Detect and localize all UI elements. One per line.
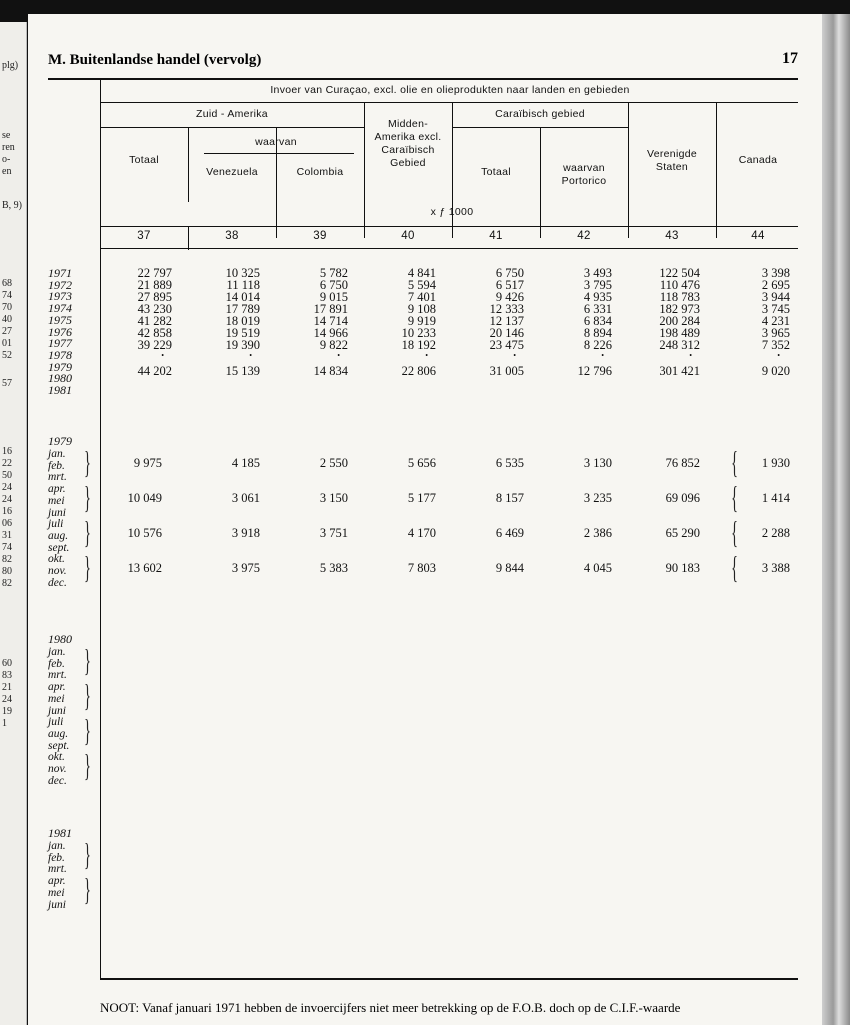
no-data-dot: • xyxy=(161,351,164,360)
quarter-brace: } xyxy=(84,479,91,515)
table-cell: 43 230 xyxy=(137,302,172,316)
table-cell: 9 975 xyxy=(133,456,162,470)
table-cell: 11 118 xyxy=(226,278,260,292)
table-cell: 3 745 xyxy=(761,302,790,316)
table-cell: 76 852 xyxy=(665,456,700,470)
table-cell: 5 177 xyxy=(407,491,436,505)
adjacent-page-fragment: 74 xyxy=(2,290,12,301)
table-cell: 90 183 xyxy=(665,561,700,575)
year-label: 1981 xyxy=(48,383,72,397)
quarter-brace: } xyxy=(84,871,91,907)
column-number: 39 xyxy=(313,230,327,242)
table-cell: 19 390 xyxy=(225,338,260,352)
header-rule-3 xyxy=(100,248,798,249)
month-label: feb. xyxy=(48,459,65,472)
table-cell: 2 550 xyxy=(319,456,348,470)
page-number: 17 xyxy=(782,50,798,67)
year-label: 1974 xyxy=(48,301,72,316)
adjacent-page-fragment: 01 xyxy=(2,338,12,349)
table-cell: 41 282 xyxy=(137,314,172,328)
year-label: 1971 xyxy=(48,266,72,280)
adjacent-page-fragment: 74 xyxy=(2,542,12,553)
column-number: 41 xyxy=(489,230,503,242)
table-cell: 182 973 xyxy=(659,302,700,316)
adjacent-page-fragment: 57 xyxy=(2,378,12,389)
adjacent-page-fragment: 68 xyxy=(2,278,12,289)
table-cell: 4 045 xyxy=(583,561,612,575)
adjacent-page-fragment: en xyxy=(2,166,12,177)
table-cell: 6 469 xyxy=(495,526,524,540)
column-number: 43 xyxy=(665,230,679,242)
table-cell: 18 019 xyxy=(225,314,260,328)
adjacent-page-fragment: B, 9) xyxy=(2,200,22,211)
column-number: 40 xyxy=(401,230,415,242)
year-label-1980: 1980 xyxy=(48,632,72,646)
month-label: sept. xyxy=(48,541,70,554)
no-data-dot: • xyxy=(337,351,340,360)
month-label: nov. xyxy=(48,565,67,577)
month-label: mrt. xyxy=(48,669,67,682)
header-rule-carib xyxy=(452,127,628,128)
table-cell: 3 975 xyxy=(231,561,260,575)
table-cell: 10 233 xyxy=(401,326,436,340)
quarter-brace: } xyxy=(84,677,91,713)
quarter-brace: } xyxy=(84,712,91,748)
table-cell: 12 796 xyxy=(577,364,612,378)
year-label: 1979 xyxy=(48,359,72,374)
header-rule-zuid xyxy=(100,127,364,128)
table-cell: 5 656 xyxy=(407,456,436,470)
no-data-dot: • xyxy=(425,351,428,360)
table-cell: 10 049 xyxy=(127,491,162,505)
table-cell: 10 576 xyxy=(127,526,162,540)
table-title: Invoer van Curaçao, excl. olie en olieprodukten naar landen en gebieden xyxy=(270,84,630,96)
header-midden-2: Amerika excl. xyxy=(374,131,442,143)
table-cell: 3 965 xyxy=(761,326,790,340)
table-cell: 6 834 xyxy=(583,314,612,328)
month-label: juli xyxy=(48,518,64,531)
month-label: juni xyxy=(48,506,66,519)
table-cell: 6 750 xyxy=(495,266,524,280)
quarter-brace: } xyxy=(731,514,738,550)
month-label: mei xyxy=(48,692,65,705)
table-cell: 22 806 xyxy=(401,364,436,378)
table-cell: 8 226 xyxy=(583,338,612,352)
adjacent-page-fragment: 82 xyxy=(2,578,12,589)
adjacent-page-fragment: 06 xyxy=(2,518,12,529)
table-cell: 200 284 xyxy=(659,314,700,328)
adjacent-page-fragment: 52 xyxy=(2,350,12,361)
table-cell: 7 803 xyxy=(407,561,436,575)
year-label-1981: 1981 xyxy=(48,826,72,840)
header-canada: Canada xyxy=(738,154,778,166)
year-label: 1973 xyxy=(48,289,72,304)
table-cell: 3 795 xyxy=(583,278,612,292)
table-cell: 3 130 xyxy=(583,456,612,470)
table-cell: 21 889 xyxy=(137,278,172,292)
header-waarvan-2: waarvan xyxy=(563,162,605,174)
header-midden-4: Gebied xyxy=(390,157,426,169)
table-cell: 9 844 xyxy=(495,561,524,575)
table-cell: 44 202 xyxy=(137,364,172,378)
header-rule-1 xyxy=(100,102,798,103)
adjacent-page-fragment: 16 xyxy=(2,506,12,517)
table-cell: 3 751 xyxy=(319,526,348,540)
table-cell: 5 594 xyxy=(407,278,436,292)
month-label: feb. xyxy=(48,657,65,670)
month-label: sept. xyxy=(48,739,70,752)
table-cell: 2 288 xyxy=(761,526,790,540)
month-label: juni xyxy=(48,898,66,911)
header-colombia: Colombia xyxy=(296,166,344,178)
header-zuid-amerika: Zuid - Amerika xyxy=(196,108,268,120)
month-label: apr. xyxy=(48,483,66,496)
month-label: mei xyxy=(48,886,65,899)
table-cell: 12 333 xyxy=(489,302,524,316)
table-cell: 6 331 xyxy=(583,302,612,316)
month-label: mrt. xyxy=(48,471,67,484)
table-cell: 31 005 xyxy=(489,364,524,378)
table-cell: 14 966 xyxy=(313,326,348,340)
table-cell: 19 519 xyxy=(225,326,260,340)
adjacent-page-fragment: 40 xyxy=(2,314,12,325)
header-vs-2: Staten xyxy=(655,161,689,173)
table-cell: 14 834 xyxy=(313,364,348,378)
month-label: apr. xyxy=(48,875,66,888)
no-data-dot: • xyxy=(601,351,604,360)
month-label: juni xyxy=(48,704,66,717)
month-label: mrt. xyxy=(48,863,67,876)
table-cell: 5 782 xyxy=(319,266,348,280)
no-data-dot: • xyxy=(689,351,692,360)
table-cell: 3 944 xyxy=(761,290,790,304)
table-cell: 7 401 xyxy=(407,290,436,304)
adjacent-page-fragment: 1 xyxy=(2,718,7,729)
month-label: aug. xyxy=(48,727,69,740)
adjacent-page-fragment: 24 xyxy=(2,694,12,705)
year-label: 1978 xyxy=(48,347,72,362)
adjacent-page-fragment: 83 xyxy=(2,670,12,681)
table-cell: 17 789 xyxy=(225,302,260,316)
year-label: 1977 xyxy=(48,336,72,351)
document-page xyxy=(28,14,822,1025)
table-cell: 3 398 xyxy=(761,266,790,280)
adjacent-page-fragment: 80 xyxy=(2,566,12,577)
unit-label: x ƒ 1000 xyxy=(430,206,474,218)
table-cell: 3 493 xyxy=(583,266,612,280)
table-cell: 69 096 xyxy=(665,491,700,505)
adjacent-page-fragment: o- xyxy=(2,154,11,165)
table-cell: 15 139 xyxy=(225,364,260,378)
quarter-brace: } xyxy=(84,444,91,480)
book-edge xyxy=(822,14,850,1025)
adjacent-page-fragment: se xyxy=(2,130,11,141)
table-cell: 4 170 xyxy=(407,526,436,540)
quarter-brace: } xyxy=(731,549,738,585)
header-venezuela: Venezuela xyxy=(206,166,258,178)
table-cell: 301 421 xyxy=(659,364,700,378)
quarter-brace: } xyxy=(84,514,91,550)
table-cell: 198 489 xyxy=(659,326,700,340)
table-cell: 2 386 xyxy=(583,526,612,540)
month-label: okt. xyxy=(48,751,65,764)
header-totaal-carib: Totaal xyxy=(481,166,511,178)
month-label: apr. xyxy=(48,681,66,694)
quarter-brace: } xyxy=(731,479,738,515)
table-cell: 8 157 xyxy=(495,491,524,505)
table-cell: 3 918 xyxy=(231,526,260,540)
quarter-brace: } xyxy=(84,642,91,678)
month-label: juli xyxy=(48,716,64,729)
year-label: 1976 xyxy=(48,324,72,339)
bottom-rule xyxy=(100,978,798,980)
adjacent-page-fragment: 21 xyxy=(2,682,12,693)
table-cell: 9 015 xyxy=(319,290,348,304)
table-cell: 13 602 xyxy=(127,561,162,575)
month-label: aug. xyxy=(48,529,69,542)
header-portorico: Portorico xyxy=(561,175,607,187)
adjacent-page-fragment: 31 xyxy=(2,530,12,541)
column-number: 38 xyxy=(225,230,239,242)
month-label: jan. xyxy=(48,646,66,658)
quarter-brace: } xyxy=(84,836,91,872)
table-cell: 4 841 xyxy=(407,266,436,280)
table-cell: 14 014 xyxy=(225,290,260,304)
table-cell: 110 476 xyxy=(659,278,700,292)
table-cell: 8 894 xyxy=(583,326,612,340)
adjacent-page-fragment: 24 xyxy=(2,494,12,505)
table-cell: 3 388 xyxy=(761,561,790,575)
no-data-dot: • xyxy=(249,351,252,360)
table-cell: 9 919 xyxy=(407,314,436,328)
month-label: jan. xyxy=(48,840,66,852)
month-label: mei xyxy=(48,494,65,507)
adjacent-page-fragment: 24 xyxy=(2,482,12,493)
table-cell: 9 822 xyxy=(319,338,348,352)
column-number: 42 xyxy=(577,230,591,242)
table-cell: 17 891 xyxy=(313,302,348,316)
footnote: NOOT: Vanaf januari 1971 hebben de invoercijfers niet meer betrekking op de F.O.B. doch op de C.I.F.-waarde xyxy=(100,1000,681,1015)
table-cell: 9 108 xyxy=(407,302,436,316)
adjacent-page-fragment: ren xyxy=(2,142,15,153)
table-cell: 4 231 xyxy=(761,314,790,328)
no-data-dot: • xyxy=(513,351,516,360)
table-cell: 39 229 xyxy=(137,338,172,352)
month-label: nov. xyxy=(48,763,67,775)
adjacent-page-fragment: 16 xyxy=(2,446,12,457)
table-cell: 3 061 xyxy=(231,491,260,505)
table-cell: 5 383 xyxy=(319,561,348,575)
header-totaal: Totaal xyxy=(129,154,159,166)
adjacent-page-fragment: 19 xyxy=(2,706,12,717)
table-cell: 4 935 xyxy=(583,290,612,304)
table-cell: 6 517 xyxy=(495,278,524,292)
header-rule-waarvan xyxy=(204,153,354,154)
year-label: 1975 xyxy=(48,312,72,327)
header-waarvan: waarvan xyxy=(255,136,297,148)
adjacent-page-fragment: 82 xyxy=(2,554,12,565)
table-cell: 3 150 xyxy=(319,491,348,505)
header-midden-1: Midden- xyxy=(387,118,429,130)
adjacent-page-fragment: 70 xyxy=(2,302,12,313)
col-sep xyxy=(716,102,717,238)
table-cell: 27 895 xyxy=(137,290,172,304)
header-rule-2 xyxy=(100,226,798,227)
table-cell: 14 714 xyxy=(313,314,348,328)
table-cell: 10 325 xyxy=(225,266,260,280)
adjacent-page-fragment: 22 xyxy=(2,458,12,469)
top-rule xyxy=(48,78,798,80)
year-label: 1972 xyxy=(48,277,72,292)
adjacent-page-fragment: 60 xyxy=(2,658,12,669)
table-cell: 9 426 xyxy=(495,290,524,304)
no-data-dot: • xyxy=(777,351,780,360)
table-cell: 6 750 xyxy=(319,278,348,292)
table-cell: 2 695 xyxy=(761,278,790,292)
table-cell: 65 290 xyxy=(665,526,700,540)
year-label-1979: 1979 xyxy=(48,434,72,448)
adjacent-page-strip xyxy=(0,22,27,1025)
table-cell: 118 783 xyxy=(659,290,700,304)
header-caraibisch: Caraïbisch gebied xyxy=(495,108,585,120)
table-cell: 9 020 xyxy=(761,364,790,378)
column-number: 37 xyxy=(137,230,151,242)
adjacent-page-fragment: 50 xyxy=(2,470,12,481)
quarter-brace: } xyxy=(84,747,91,783)
month-label: feb. xyxy=(48,851,65,864)
month-label: okt. xyxy=(48,553,65,566)
header-vs-1: Verenigde xyxy=(647,148,697,160)
table-cell: 7 352 xyxy=(761,338,790,352)
table-cell: 22 797 xyxy=(137,266,172,280)
quarter-brace: } xyxy=(731,444,738,480)
header-midden-3: Caraïbisch xyxy=(381,144,435,156)
table-cell: 1 414 xyxy=(761,491,790,505)
table-cell: 6 535 xyxy=(495,456,524,470)
column-number: 44 xyxy=(751,230,765,242)
page-title: M. Buitenlandse handel (vervolg) xyxy=(48,52,262,68)
month-label: jan. xyxy=(48,448,66,460)
table-cell: 122 504 xyxy=(659,266,700,280)
adjacent-page-fragment: 27 xyxy=(2,326,12,337)
year-label: 1980 xyxy=(48,371,72,386)
table-cell: 20 146 xyxy=(489,326,524,340)
quarter-brace: } xyxy=(84,549,91,585)
table-cell: 4 185 xyxy=(231,456,260,470)
table-cell: 3 235 xyxy=(583,491,612,505)
adjacent-page-fragment: plg) xyxy=(2,60,19,71)
month-label: dec. xyxy=(48,576,67,589)
table-cell: 248 312 xyxy=(659,338,700,352)
table-cell: 12 137 xyxy=(489,314,524,328)
table-cell: 23 475 xyxy=(489,338,524,352)
table-cell: 1 930 xyxy=(761,456,790,470)
table-cell: 18 192 xyxy=(401,338,436,352)
month-label: dec. xyxy=(48,774,67,787)
table-cell: 42 858 xyxy=(137,326,172,340)
